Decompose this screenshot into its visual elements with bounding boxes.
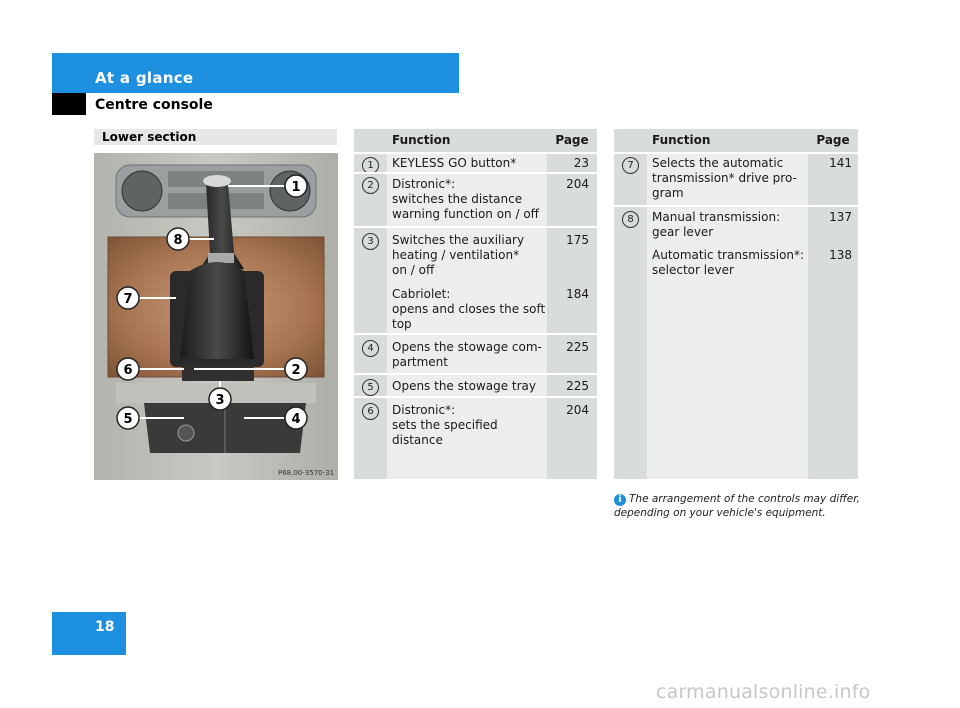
lower-section-label: Lower section bbox=[102, 130, 197, 144]
info-note bbox=[614, 492, 874, 520]
row-page-7: 141 bbox=[829, 156, 852, 170]
row-num-7: 7 bbox=[622, 157, 639, 174]
function-table-1 bbox=[354, 129, 597, 479]
info-icon: i bbox=[614, 494, 626, 506]
watermark: carmanualsonline.info bbox=[656, 681, 871, 703]
function-header: Function bbox=[392, 133, 451, 147]
row-text-8b: Automatic transmission*: selector lever bbox=[652, 248, 805, 277]
centre-console-photo bbox=[94, 153, 338, 480]
callout-1: 1 bbox=[291, 180, 301, 195]
function-header: Function bbox=[652, 133, 711, 147]
row-page-2: 204 bbox=[566, 177, 589, 191]
row-num-6: 6 bbox=[362, 403, 379, 420]
row-num-5: 5 bbox=[362, 379, 379, 396]
callout-6: 6 bbox=[123, 363, 133, 378]
header-black-tab bbox=[52, 93, 86, 115]
row-num-2: 2 bbox=[362, 177, 379, 194]
row-text-4: Opens the stowage com- partment bbox=[392, 340, 542, 369]
callout-7: 7 bbox=[123, 292, 133, 307]
row-text-3b: Cabriolet: opens and closes the soft top bbox=[392, 287, 546, 331]
page-number-box bbox=[52, 612, 126, 655]
row-page-5: 225 bbox=[566, 379, 589, 393]
callout-8: 8 bbox=[173, 233, 183, 248]
row-page-4: 225 bbox=[566, 340, 589, 354]
callout-3: 3 bbox=[215, 393, 225, 408]
row-page-6: 204 bbox=[566, 403, 589, 417]
callout-2: 2 bbox=[291, 363, 301, 378]
row-text-2: Distronic*: switches the distance warning function on / off bbox=[392, 177, 539, 221]
row-num-3: 3 bbox=[362, 233, 379, 250]
callout-4: 4 bbox=[291, 412, 301, 427]
row-page-1: 23 bbox=[573, 156, 589, 170]
photo-code: P68.00-3570-31 bbox=[278, 469, 335, 477]
section-title: Centre console bbox=[95, 97, 213, 113]
row-page-8: 137 bbox=[829, 210, 852, 224]
page-header: Page bbox=[555, 133, 589, 147]
callout-5: 5 bbox=[123, 412, 133, 427]
row-num-1: 1 bbox=[362, 157, 379, 174]
row-page-3: 175 bbox=[566, 233, 589, 247]
chapter-title: At a glance bbox=[95, 69, 194, 87]
row-text-8: Manual transmission: gear lever bbox=[652, 210, 781, 239]
row-text-5: Opens the stowage tray bbox=[392, 379, 536, 393]
row-num-8: 8 bbox=[622, 211, 639, 228]
info-note-text: The arrangement of the controls may differ, depending on your vehicle's equipment. bbox=[614, 493, 860, 519]
row-text-7: Selects the automatic transmission* drive pro- gram bbox=[652, 156, 797, 200]
row-text-3: Switches the auxiliary heating / ventilation* on / off bbox=[392, 233, 525, 277]
page-header: Page bbox=[816, 133, 850, 147]
page-number: 18 bbox=[95, 619, 115, 635]
row-num-4: 4 bbox=[362, 340, 379, 357]
row-text-1: KEYLESS GO button* bbox=[392, 156, 517, 170]
row-page-3b: 184 bbox=[566, 287, 589, 301]
function-table-2 bbox=[614, 129, 858, 479]
row-text-6: Distronic*: sets the specified distance bbox=[392, 403, 498, 447]
row-page-8b: 138 bbox=[829, 248, 852, 262]
